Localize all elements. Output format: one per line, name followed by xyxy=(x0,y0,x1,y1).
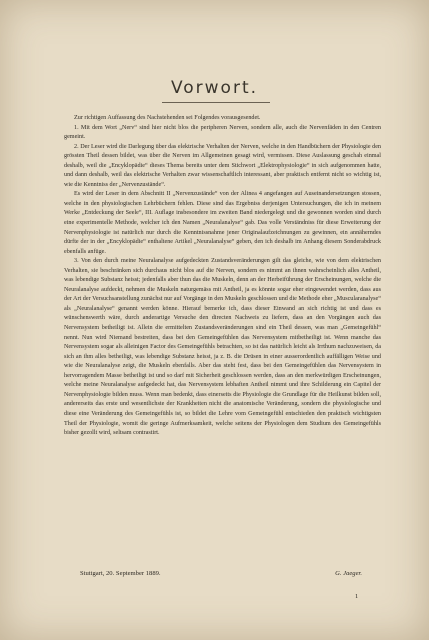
title-rule xyxy=(162,102,270,103)
author-name: G. Jaeger. xyxy=(335,570,362,577)
preface-body xyxy=(64,114,381,439)
page-number: 1 xyxy=(355,593,359,600)
page-title: Vorwort. xyxy=(170,78,259,98)
place-date: Stuttgart, 20. September 1889. xyxy=(80,570,161,577)
intro-paragraph: Zur richtigen Auffassung des Nachstehenden sei Folgendes vorausgesendet. xyxy=(74,115,261,121)
paragraph-2: 2. Der Leser wird die Darlegung über das elektrische Verhalten der Nerven, welche in den Handbüchern der Physiologie den grössten Theil dessen bildet, was über die Nerven im Allgemeinen gesagt wird, vermissen. Diese Auslassung geschah einmal deshalb, weil die „Encyklopädie“ dieses Thema bereits unter dem Stichwort „Elektrophysiologie“ in sich aufgenommen hatte, und dann deshalb, weil das elektrische Verhalten zwar wissenschaftlich interessant, aber praktisch entfernt nicht so wichtig ist, wie die Kenntniss der „Nervenzustände“. xyxy=(64,143,381,188)
paragraph-1: 1. Mit dem Wort „Nerv“ sind hier nicht blos die peripheren Nerven, sondern alle, auch die Nervenfäden in den Centren gemeint. xyxy=(64,124,381,141)
paragraph-3: 3. Von den durch meine Neuralanalyse aufgedeckten Zustandsveränderungen gilt das gleiche, wie von dem elektrischen Verhalten, sie beschränken sich durchaus nicht blos auf die Nerven, sondern es nimmt an ihnen wahrscheinlich alles Antheil, was lebendige Substanz heisst; jedenfalls aber thun das die Muskeln, denn an der Herbeiführung der Erscheinungen, welche die Neuralanalyse aufdeckt, nehmen die Muskeln naturgemäss mit Antheil, ja es könnte sogar eher eingewendet werden, dass aus der Art der Versuchsanstellung zunächst nur auf Vorgänge in den Muskeln geschlossen und die Methode eher „Muscularanalyse“ als „Neuralanalyse“ genannt werden könne. Hierauf bemerke ich, dass dieser Einwand an sich richtig ist und dass es wünschenswerth wäre, durch anderartige Versuche den directen Nachweis zu liefern, dass an den Vorgängen auch das Nervensystem betheiligt ist. Allein die ermittelten Zustandsveränderungen sind ein Theil dessen, was man „Gemeingefühl“ nennt. Nun wird Niemand bestreiten, dass bei den Gemeingefühlen das Nervensystem mitbetheiligt ist. Wenn manche das Nervensystem sogar als alleinigen Factor des Gemeingefühls betrachten, so ist das natürlich leicht als Irrthum nachzuweisen, da sich an ihm alles betheiligt, was lebendige Substanz heisst, ja z. B. die Drüsen in einer ausserordentlich auffälligen Weise und wie die Neuralanalyse zeigt, die Muskeln ebenfalls. Aber das steht fest, dass bei den Gemeingefühlen das Nervensystem in hervorragendem Masse betheiligt ist und so darf mit Sicherheit geschlossen werden, dass an den merkwürdigen Erscheinungen, welche meine Neuralanalyse aufgedeckt hat, das Nervensystem lebhaften Antheil nimmt und ihre Schilderung ein Capitel der Nervenphysiologie bilden muss. Wenn man bedenkt, dass einerseits die Physiologie die Grundlage für die Heilkunst bilden soll, andererseits das erste und wesentlichste der Krankheiten nicht die anatomische Veränderung, sondern die physiologische und diese eine Veränderung des Gemeingefühls ist, so bildet die Lehre vom Gemeingefühl entschieden den praktisch wichtigsten Theil der Physiologie, womit die geringe Aufmerksamkeit, welche seitens der Physiologen dem Studium des Gemeingefühls bisher gezollt wird, seltsam contrastirt. xyxy=(64,258,381,437)
paragraph-2b: Es wird der Leser in dem Abschnitt II „Nervenzustände“ von der Alinea 4 angefangen auf Auseinandersetzungen stossen, welche in den physiologischen Lehrbüchern fehlen. Diese sind das Ergebniss derjenigen Untersuchungen, die ich in meinem Werke „Entdeckung der Seele“, III. Auflage insbesondere im zweiten Band niedergelegt und die gewonnen worden sind durch eine experimentelle Methode, welcher ich den Namen „Neuralanalyse“ gab. Das volle Verständniss für diese Erweiterung der Nervenphysiologie ist natürlich nur durch die Kenntnissnahme jener Originalaufzeichnungen zu gewinnen, ein annäherndes dürfte der in der „Encyklopädie“ enthaltene Artikel „Neuralanalyse“ geben, den ich deshalb im Anhang diesem Sonderabdruck ebenfalls anfüge. xyxy=(64,191,381,255)
